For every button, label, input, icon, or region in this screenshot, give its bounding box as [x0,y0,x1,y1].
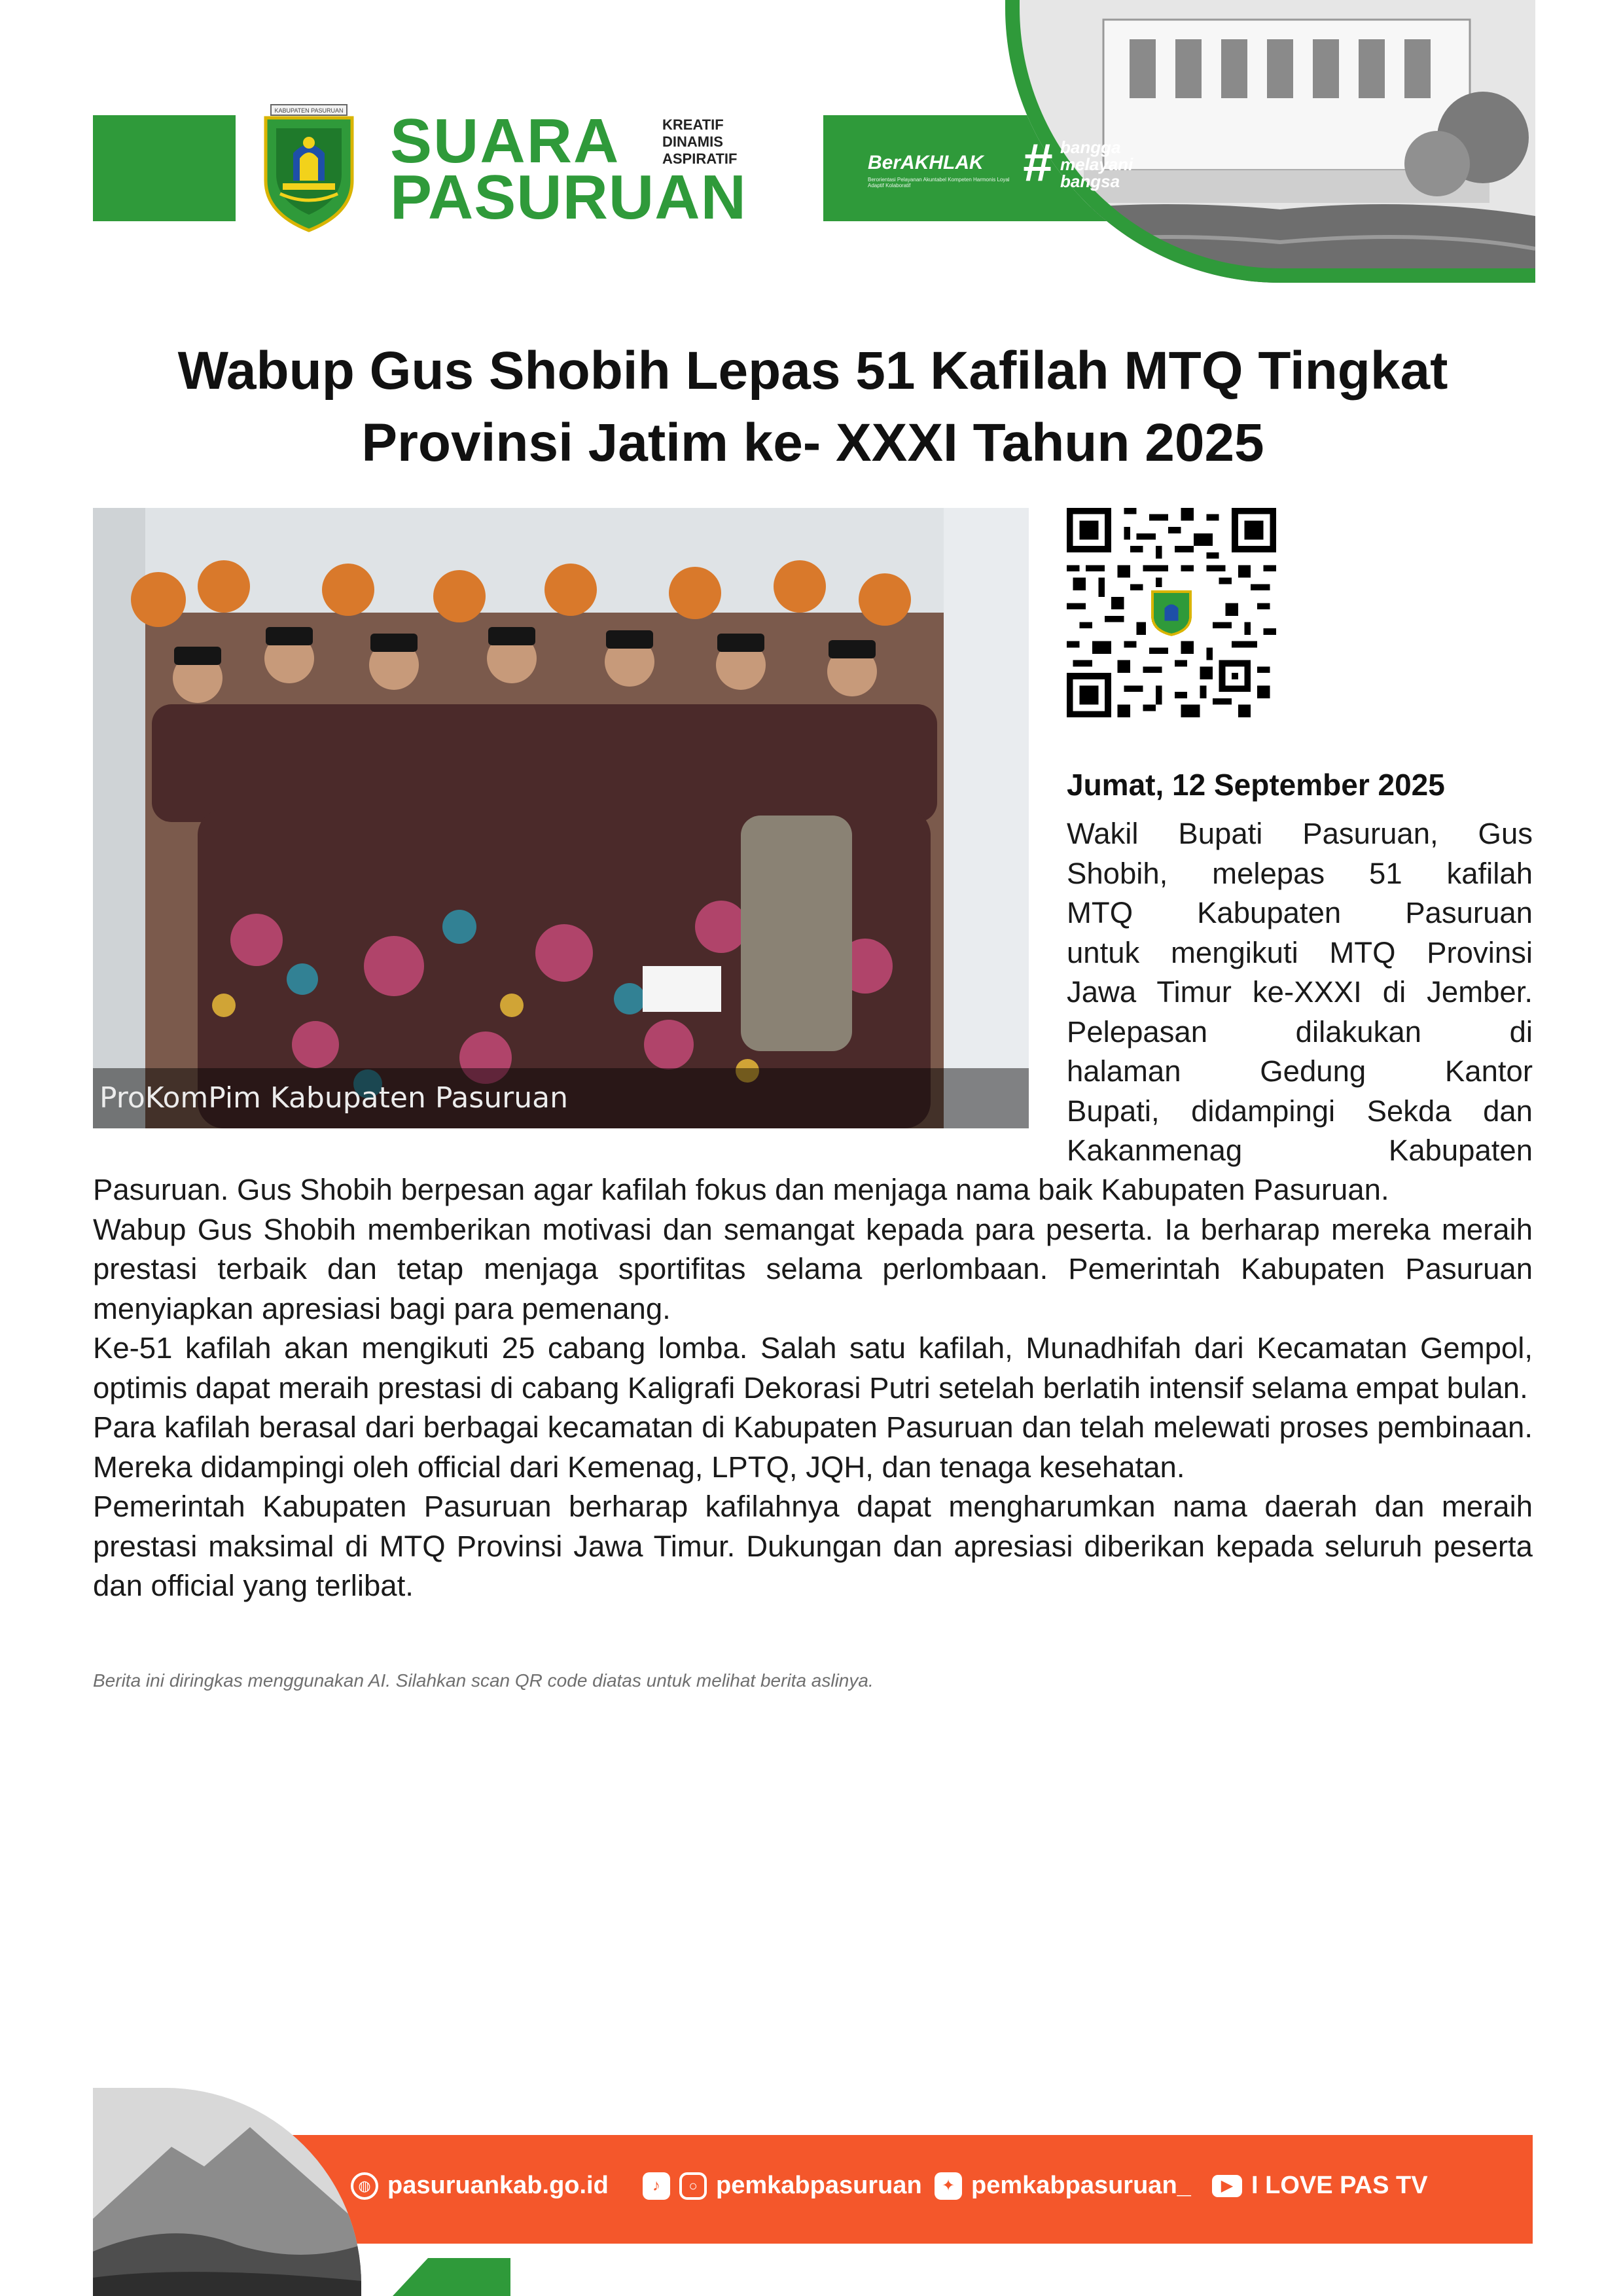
bangga-melayani-bangsa [1060,139,1133,190]
header-green-block-left [93,115,236,221]
article-body [93,1170,1533,1606]
photo-credit: ProKomPim Kabupaten Pasuruan [99,1081,568,1115]
footer-green-accent [393,2258,510,2296]
article-paragraph: Pemerintah Kabupaten Pasuruan berharap kafilahnya dapat mengharumkan nama daerah dan meraih prestasi maksimal di MTQ Provinsi Jawa Timur. Dukungan dan apresiasi diberikan kepada seluruh peserta dan official yang terlibat. [93,1490,1533,1602]
footer-twitter-text: pemkabpasuruan_ [971,2172,1191,2199]
side-line: halaman Gedung Kantor [1067,1054,1533,1088]
tagline-kreatif: KREATIF [662,117,724,133]
crest-caption: KABUPATEN PASURUAN [274,107,344,114]
title-line-1: Wabup Gus Shobih Lepas 51 Kafilah MTQ Tingkat [177,341,1448,401]
footer-social-link[interactable] [643,2172,922,2200]
footer-twitter-link[interactable] [935,2172,1191,2200]
instagram-icon: ○ [679,2172,707,2200]
brand-taglines [662,117,737,168]
hashtag-icon: # [1022,133,1052,192]
footer-youtube-text: I LOVE PAS TV [1251,2172,1428,2199]
side-line: Jawa Timur ke-XXXI di Jember. [1067,975,1533,1009]
brand-suara: SUARA [390,106,620,176]
berakhlak-subtitle: Berorientasi Pelayanan Akuntabel Kompeten Harmonis Loyal Adaptif Kolaboratif [868,177,1010,188]
group-photo-illustration [93,508,1029,1128]
article-paragraph: Ke-51 kafilah akan mengikuti 25 cabang lomba. Salah satu kafilah, Munadhifah dari Kecamatan Gempol, optimis dapat meraih prestasi di cabang Kaligrafi Dekorasi Putri setelah berlatih intensif selama empat bulan. [93,1331,1533,1405]
article-photo [93,508,1029,1128]
side-line: MTQ Kabupaten Pasuruan [1067,896,1533,929]
side-line: Shobih, melepas 51 kafilah [1067,856,1533,890]
article-date: Jumat, 12 September 2025 [1067,768,1445,802]
article-paragraph: Pasuruan. Gus Shobih berpesan agar kafilah fokus dan menjaga nama baik Kabupaten Pasuruan. [93,1173,1389,1206]
ai-disclaimer: Berita ini diringkas menggunakan AI. Silahkan scan QR code diatas untuk melihat berita aslinya. [93,1670,874,1691]
footer-social-text: pemkabpasuruan [716,2172,922,2199]
tagline-dinamis: DINAMIS [662,134,723,150]
footer-mountain-photo [93,2088,361,2296]
footer-youtube-link[interactable] [1212,2172,1428,2200]
article-paragraph: Para kafilah berasal dari berbagai kecamatan di Kabupaten Pasuruan dan telah melewati proses pembinaan. Mereka didampingi oleh official dari Kemenag, LPTQ, JQH, dan tenaga kesehatan. [93,1410,1533,1484]
article-paragraph: Wabup Gus Shobih memberikan motivasi dan semangat kepada para peserta. Ia berharap mereka meraih prestasi terbaik dan tetap menjaga sportifitas selama perlombaan. Pemerintah Kabupaten Pasuruan menyiapkan apresiasi bagi para pemenang. [93,1212,1533,1325]
tagline-aspiratif: ASPIRATIF [662,151,738,167]
side-line: Kakanmenag Kabupaten [1067,1134,1533,1167]
title-line-2: Provinsi Jatim ke- XXXI Tahun 2025 [361,413,1264,473]
bangga-line1: bangga [1060,137,1121,157]
side-line: Pelepasan dilakukan di [1067,1014,1533,1049]
bangga-line3: bangsa [1060,171,1120,191]
side-line: untuk mengikuti MTQ Provinsi [1067,935,1533,969]
bangga-line2: melayani [1060,154,1133,174]
twitter-icon: ✦ [935,2172,962,2200]
globe-icon: ◍ [351,2172,378,2200]
brand-pasuruan: PASURUAN [390,162,747,232]
tiktok-icon: ♪ [643,2172,670,2200]
qr-code[interactable] [1067,508,1276,717]
footer-website-text: pasuruankab.go.id [387,2172,609,2199]
article-title [93,335,1533,479]
mountain-illustration [93,2088,361,2296]
footer-website-link[interactable] [351,2172,609,2200]
berakhlak-logo: BerAKHLAK [868,152,984,173]
side-line: Bupati, didampingi Sekda dan [1067,1094,1533,1128]
kabupaten-crest-logo [257,102,361,233]
youtube-icon: ▶ [1212,2175,1242,2197]
article-side-column [1067,814,1533,1171]
side-line: Wakil Bupati Pasuruan, Gus [1067,817,1533,850]
